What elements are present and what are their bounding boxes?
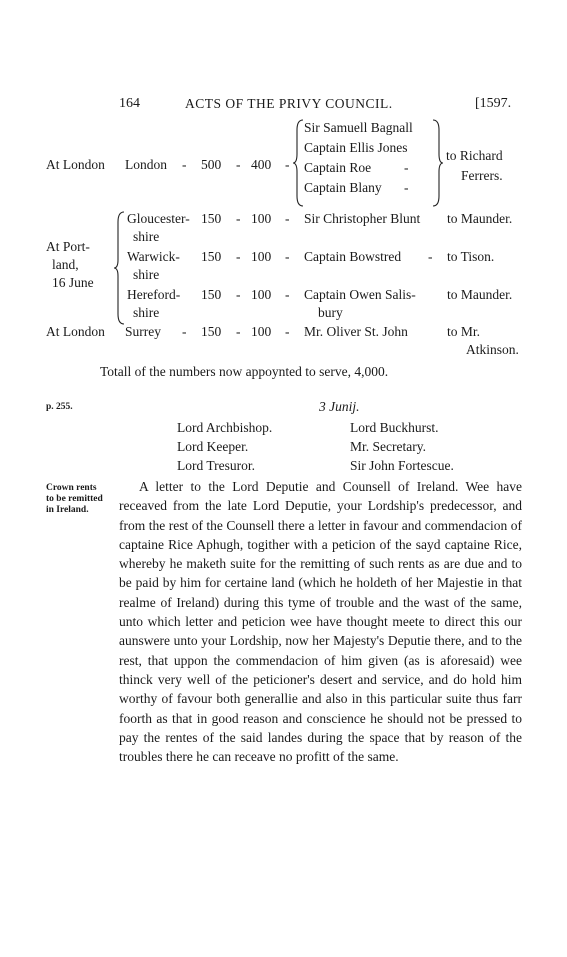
row4-county: Hereford- xyxy=(127,287,181,302)
captain-name: Captain Roe xyxy=(304,160,372,175)
row4-num2: 100 xyxy=(251,287,272,302)
row5-num1: 150 xyxy=(201,324,222,339)
row1-to: to Richard xyxy=(446,148,503,163)
row3-dash: - xyxy=(428,249,433,264)
row4-county: shire xyxy=(133,305,160,320)
row1-county: London xyxy=(125,157,167,172)
row3-county: shire xyxy=(133,267,160,282)
attendee: Lord Buckhurst. xyxy=(350,420,439,435)
row1-num1: 500 xyxy=(201,157,222,172)
row3-num1: 150 xyxy=(201,249,222,264)
row4-to: to Maunder. xyxy=(447,287,513,302)
row3-dash: - xyxy=(285,249,290,264)
attendee: Lord Tresuror. xyxy=(177,458,256,473)
row5-place: At London xyxy=(46,324,105,339)
attendee: Mr. Secretary. xyxy=(350,439,426,454)
row4-dash: - xyxy=(236,287,241,302)
row2-county: Gloucester- xyxy=(127,211,190,226)
margin-page-ref: p. 255. xyxy=(46,402,73,412)
portland-place: At Port- xyxy=(46,239,90,254)
row5-num2: 100 xyxy=(251,324,272,339)
row2-dash: - xyxy=(236,211,241,226)
row1-place: At London xyxy=(46,157,105,172)
portland-place: land, xyxy=(52,257,79,272)
margin-note: to be remitted xyxy=(46,494,103,504)
row2-num2: 100 xyxy=(251,211,272,226)
row4-captain: bury xyxy=(318,305,343,320)
captain-name: Sir Samuell Bagnall xyxy=(304,120,413,135)
running-title: ACTS OF THE PRIVY COUNCIL. xyxy=(185,96,393,111)
row3-dash: - xyxy=(236,249,241,264)
row3-county: Warwick- xyxy=(127,249,180,264)
page-number: 164 xyxy=(119,96,140,111)
row4-dash: - xyxy=(285,287,290,302)
captain-dash: - xyxy=(404,180,409,195)
row2-captain: Sir Christopher Blunt xyxy=(304,211,421,226)
row4-num1: 150 xyxy=(201,287,222,302)
row2-num1: 150 xyxy=(201,211,222,226)
row4-captain: Captain Owen Salis- xyxy=(304,287,416,302)
captain-name: Captain Ellis Jones xyxy=(304,140,408,155)
row3-num2: 100 xyxy=(251,249,272,264)
portland-place: 16 June xyxy=(52,275,94,290)
row5-to: to Mr. xyxy=(447,324,481,339)
letter-body: A letter to the Lord Deputie and Counsell of Ireland. Wee have receaved from the late Lord Deputie, your Lordship's predecessor, and from the rest of the Counsell there a letter in favour and commendacion of captaine Rice Aphugh, togither with a peticion of the sayd captaine Rice, whereby he maketh suite for the remitting of such rents as are due and to be paid by him for certaine land (which he holdeth of her Majestie in that realme of Ireland) during this tyme of trouble and the wast of the same, unto which letter and peticion wee have thought meete to direct this our aunswere unto your Lordship, now her Majesty's Deputie there, and to the rest, that uppon the commendacion of him given (as is aforesaid) wee thinck very well of the peticioner's desert and service, and do hold him worthy of favour both generallie and also in this particular suite thus farr foorth as that in good reason and conscience he should not be pressed to pay the rentes of the said landes during the space that by reason of the troubles there he can receave no profitt of the same. xyxy=(119,479,522,765)
row2-to: to Maunder. xyxy=(447,211,513,226)
row2-dash: - xyxy=(285,211,290,226)
running-year: [1597. xyxy=(475,96,512,111)
brace-left-icon xyxy=(114,210,126,326)
row1-dash: - xyxy=(182,157,187,172)
row1-dash: - xyxy=(285,157,290,172)
total-line: Totall of the numbers now appoynted to serve, 4,000. xyxy=(100,364,389,379)
row1-to: Ferrers. xyxy=(461,168,503,183)
row1-dash: - xyxy=(236,157,241,172)
row5-dash: - xyxy=(182,324,187,339)
captain-dash: - xyxy=(404,160,409,175)
row2-county: shire xyxy=(133,229,160,244)
row5-dash: - xyxy=(236,324,241,339)
margin-note: in Ireland. xyxy=(46,505,89,515)
captain-name: Captain Blany xyxy=(304,180,382,195)
attendee: Lord Archbishop. xyxy=(177,420,273,435)
margin-note: Crown rents xyxy=(46,483,97,493)
row5-county: Surrey xyxy=(125,324,161,339)
attendee: Lord Keeper. xyxy=(177,439,249,454)
row3-captain: Captain Bowstred xyxy=(304,249,402,264)
row5-captain: Mr. Oliver St. John xyxy=(304,324,408,339)
brace-right-icon xyxy=(431,118,443,208)
attendee: Sir John Fortescue. xyxy=(350,458,454,473)
session-date: 3 Junij. xyxy=(319,399,360,414)
row5-dash: - xyxy=(285,324,290,339)
row3-to: to Tison. xyxy=(447,249,495,264)
row1-num2: 400 xyxy=(251,157,272,172)
row5-to: Atkinson. xyxy=(466,342,519,357)
